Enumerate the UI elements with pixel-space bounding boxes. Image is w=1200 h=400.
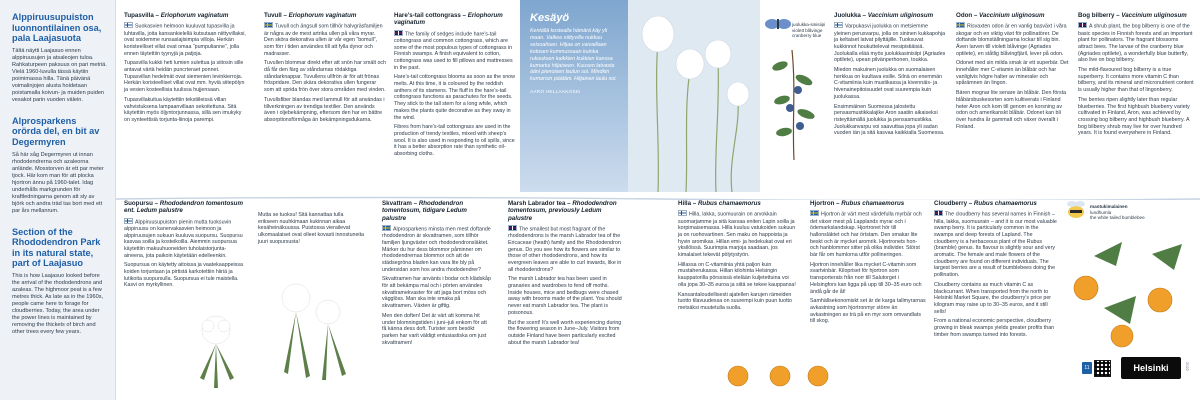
paragraph: Tuvullen blommar direkt efter att snön har smält och då får den färg av ståndarnas rödaktiga ståndarknappar. Tuvullens ullfrön är för att frönas fröspridare. Den skära dekorativa ullen fungerar som att sprida frön över stora områden med vinden. — [264, 60, 386, 94]
butterfly-caption: juolukka-sinisiipi violett blåvinge cranberry blue — [792, 22, 826, 39]
swedish-flag-icon — [810, 210, 819, 216]
paragraph: From a national economic perspective, cloudberry growing in bleak swamps yields greater profits than timber from swamps turned into forests. — [934, 318, 1055, 338]
cottongrass-se — [258, 12, 392, 127]
paragraph: But the scent! It’s well worth experiencing during the flowering season in June–July. Visitors from outside Finland have been particularly excited about the marsh Labrador tea! — [508, 319, 622, 346]
british-flag-icon — [394, 30, 403, 36]
paragraph: Varpukasvi juolukka on metsiemme yleinen perusvarpu, jolla on sininen kukkapohja ja keltaiset latvat pilyttäjille. Tuoksuvat kukkinnot houkuttelevat mesipistiäisiä. Juolukalla elää myös juolukkasinisiipi (Agriades optilete), upean pilvänperhonen, toukka. — [834, 23, 946, 64]
finnish-flag-icon — [678, 210, 687, 216]
poem-author: AARO HELLAAKOSKI — [530, 89, 581, 95]
butterfly-icon — [765, 19, 791, 29]
paragraph: Kansantaloudellisesti ajatellen karujen rämeiden tuotto tilavuudessa on suurempi kuin puun tuotto metsäksi muutetulla suolla. — [678, 291, 792, 311]
paragraph: Hillassa on C-vitamiinia yhtä paljon kuin mustaherukassa. Hillan kilohinta Helsingin kauppatorilla pörssissä etelään kuljetettuina voi olla jopa 30–35 euroa ja siitä se tekee kauppansa! — [678, 261, 796, 288]
paragraph: Suokasvien helmoon kuuluvat tupasvilla ja luhtavilla, joita kansankielellä kutsutaan niittyvillaksi, ovat soidemme runsaslajisimpia villoja. Herkän koristeelliset villat ovat omaa “pumpulianne”, jolla ennen täytettiin tyynyjä ja patjoja. — [124, 23, 246, 57]
paragraph: The smallest but most fragrant of the rhododendrons is the marsh Labrador tea of the Ericaceae (heath) family and the Rhododendron genus. Do you see how its flowers are similar to those of other rhododendrons, and how its evergreen leaves are able to curl inwards, like in all rhododendrons? — [508, 226, 622, 273]
intro-title-fi: Alppiruusupuiston luonnontilainen osa, pala Laajasuota — [12, 12, 102, 44]
labrador-tea-illustration — [178, 308, 256, 400]
section-heading: Hjortron – Rubus chamaemorus — [810, 200, 905, 207]
section-heading: Tuvull – Eriophorum vaginatum — [264, 12, 357, 19]
finnish-flag-icon — [834, 22, 843, 28]
section-heading: Odon – Vaccinium uliginosum — [956, 12, 1045, 19]
paragraph: Fibres from hare’s-tail cottongrass are used in the production of trendy textiles, mixed with sheep’s wool. It is also used in responding to oil spills, since it has a better absorption rate than synthetic oil-absorbing cloths. — [394, 124, 515, 158]
section-heading: Marsh Labrador tea – Rhododendron tomentosum, previously Ledum palustre — [508, 200, 617, 222]
cloudberry-en — [928, 200, 1064, 341]
section-heading: Hare’s-tail cottongrass – Eriophorum vaginatum — [394, 12, 503, 27]
cottongrass-en — [388, 12, 522, 161]
swedish-flag-icon — [264, 22, 273, 28]
paragraph: Tuvull och ängsull som tillhör halvgräsfamiljen är några av de mest artrika ullen på våra myrar. Den sköra dekorativa ullen är vår egen “bomull”, som förr i tiden användes till att fylla dynor och madrasser. — [264, 23, 383, 57]
paragraph: The family of sedges include hare’s-tail cottongrass and common cottongrass, which are some of the most populous types of cottongrass in Finnish swamps. A finish equivalent to cotton, cottongrass was used to fill pillows and mattresses in the past. — [394, 31, 513, 71]
intro-title-se: Alprosparkens orörda del, en bit av Degermyren — [12, 115, 100, 147]
paragraph: Miedon makuinen juolukka on suomalaisen herkkua on kuultava esille. Silnä on enemmän C-vitamiinia kuin mustikassa ja kivennäis- ja hivenainepitoisuudet ovat suurempia kuin juolukassa. — [834, 67, 943, 100]
paragraph: Men den doften! Det är värt att komma hit under blomningstiden i juni–juli enkom för att få känna dess doft. Turister som besökt parken har varit väldigt entusiastiska om just skvattramen! — [382, 312, 487, 346]
intro-title-en: Section of the Rhododendron Park in its natural state, part of Laajasuo — [12, 226, 101, 269]
paragraph: Suopursua on käytetty aitoissa ja vaatekaappeissa koiden torjuntaan ja pirtistä karkotettiin hiiriä ja lutikoita suopursulla. Suopursua ei tule maistella. Kasvi on myrkyllinen. — [124, 262, 243, 289]
labrador-fi-extra — [252, 212, 370, 249]
paragraph: Hjortron är värt mest värdefulla myrbär och det växer mest på Lapplands myrar och i ödemarkslandskap. Hjortronet hör till hallonsläktet och har örtstam. Den smakar lite beskt och är mycket aromrik. Hjortronets hon- och hanblommor sitter på olika individer. Störst bär får om humlorna utför pollineringen. — [810, 211, 922, 259]
section-heading: Bog bilberry – Vaccinium uliginosum — [1078, 12, 1187, 19]
paragraph: Cloudberry contains as much vitamin C as blackcurrant. When transported from the north to Helsinki Market Square, the cloudberry’s price per kilogram may raise up to 30–35 euros, and it still sells! — [934, 281, 1052, 315]
british-flag-icon — [1078, 22, 1087, 28]
helsinki-logo: Helsinki — [1121, 357, 1181, 379]
bilberry-fi — [828, 12, 952, 140]
paragraph: Tuvullsfiber blandas med lammull för att användas i tillverkningen av trendiga textilier. Den används även i oljebekämpning, eftersom den har en bättre absorptionsförmåga än bekämpningsdukarna. — [264, 96, 385, 123]
paragraph: Hare’s-tail cottongrass blooms as soon as the snow melts. At this time, it is coloured by the reddish anthers of its stamens. The fluff in the hare’s-tail cottongrass functions as parachutes for the seeds. They stick to the tall stem for a long while, which makes the plants quite decorative as they sway in the wind. — [394, 74, 515, 121]
year-label: 2022 — [1185, 362, 1190, 371]
paragraph: Alprosparkens minsta men mest doftande rhododendron är skvattramen, som tillhör familjen ljungväxter och rhododendronsläktet. Märker du hur dess blommor påminner om rhododendrernas blommor och att de städsegröna bladen kan vara lite bly på undersidan som hos andra rhododendrer? — [382, 226, 491, 273]
poem-panel — [520, 0, 630, 192]
paragraph: Ensimmäinen Suomessa jalostettu pensasmustikkalajike Aron saatiin aikaiseksi risteyttämällä juolukka ja pensasmustikka. Juolukkanvarpu voi saavuttaa jopa yli sadan vuoden iän ja sitä kasvaa kaikkialla Suomessa. — [834, 103, 945, 137]
swedish-flag-icon — [382, 225, 391, 231]
section-heading: Tupasvilla – Eriophorum vaginatum — [124, 12, 229, 19]
paragraph: The mild-flavoured bog bilberry is a true superberry. It contains more vitamin C than bilberry, and its mineral and micronutrient content is usually higher than that of lingonberry. — [1078, 67, 1194, 94]
cloudberry-fi — [672, 200, 804, 315]
poem-title: Kesäyö — [530, 12, 570, 24]
section-heading: Juolukka – Vaccinium uliginosum — [834, 12, 934, 19]
section-heading: Hilla – Rubus chamaemorus — [678, 200, 761, 207]
cottongrass-fi — [118, 12, 252, 127]
paragraph: The cloudberry has several names in Finnish – hilla, lakka, suomuurain – and it is our most valuable swamp berry. It is particularly common in the swamps and deep forests of Lapland. The cloudberry is a herbaceous plant of the Rubus (bramble) genus. Its flavour is slightly sour and very aromatic. The female and male flowers of the cloudberry are found on different individuals. The largest berries are a result of bumblebees doing the pollination. — [934, 211, 1057, 279]
bilberry-en — [1072, 12, 1200, 140]
intro-text-en: This is how Laajasuo looked before the arrival of the rhododendrons and azaleas. The highmoor peat is a few metres thick. As late as in the 1960s, people came here to forage for cloudberries. Today, the area under the power lines is maintained by removing the thickets of birch and other trees every few years. — [12, 272, 104, 335]
british-flag-icon — [508, 225, 517, 231]
paragraph: Hjortron innehåller lika mycket C-vitamin som svartvinbär. Kilopriset för hjortron som transporterats från norr till Salutorget i Helsingfors kan ligga på upp till 30–35 euro och ändå går de åt! — [810, 261, 922, 295]
paragraph: Alppiruusupuiston pienin mutta tuoksuvin alppiruusu on kanervakasvien heimoon ja alppiruusujen sukuun kuuluva suopursu. Suopursu kasvaa soilla ja kosteikoilla. Aiemmin suopursua käytettiin makuuhuoneiden tuholaistorjunta-aineena, jota paikoin käytetään edelleenkin. — [124, 219, 243, 259]
section-heading: Cloudberry – Rubus chamaemorus — [934, 200, 1037, 207]
cloudberry-berries — [724, 362, 834, 390]
paragraph: The berries ripen slightly later than regular blueberries. The first highbush blueberry variety cultivated in Finland, Aron, was achieved by crossing bog bilberry and highbush blueberry. A bog bilberry shrub may live for over hundred years. It is found everywhere in Finland. — [1078, 96, 1190, 137]
swedish-flag-icon — [956, 22, 965, 28]
intro-column — [0, 0, 116, 400]
paragraph: The marsh Labrador tea has been used in granaries and wardrobes to fend off moths. Inside houses, mice and bedbugs were chased away with brooms made of the plant. You should never eat marsh Labrador tea. The plant is poisonous. — [508, 276, 622, 316]
finnish-flag-icon — [124, 22, 133, 28]
bumblebee-icon — [1067, 201, 1085, 218]
bee-caption: mantukimalainen lundhumla the white tailed bumblebee — [1090, 204, 1145, 221]
labrador-tea-illustration — [256, 262, 376, 400]
labrador-en — [502, 200, 630, 349]
paragraph: Skvattramen har använts i bodar och klädskåp för att bekämpa mal och i pörten användes skvattramekvaster för att jaga bort möss och vägglöss. Man ska inte smaka på skvattramen. Växten är giftig. — [382, 276, 491, 310]
section-heading: Suopursu – Rhododendron tomentosum ent. Ledum palustre — [124, 200, 243, 215]
bilberry-se — [950, 12, 1078, 133]
poem-text: Kentällä kostealla hämärä käy yli maan. Valkee niittyvilla nukkuu seisoaltaan. Hiljaa on vaivaillaan kotosen kummussaan kuinka rukouksen kaikkien kukkien kanssa kumartui hiljaiseen. Kuusen latvasta ääni pienoisen laulun soi. Mindkin kumarrun päätäni. Hiljainen laulu soi. — [530, 28, 617, 83]
cottongrass-illustration — [628, 0, 760, 192]
labrador-fi — [118, 200, 250, 292]
paragraph: Tupasvillakuitua käytettiin tekstiileissä villan vahvistuksena lampaanvillaan sekoitettuna. Sitä käytettiin myös öljyntorjunnassa, sillä sen imukyky on synteettisiä torjunta-liinoja parempi. — [124, 96, 242, 123]
paragraph: Hilla, lakka, suomuurain on arvokkain suomarjamme ja sitä kasvaa eniten Lapin soilla ja korpimaisemassa. Hilla kuuluu vatukoiden sukuun ja on ruohovartinen. Sen maku on happoista ja hyvin aromikas. Hillan emi- ja hedekukat ovat eri yksilöissä. Suurimpia marjoja saadaan, jos kimalaiset tekevät pölytystyön. — [678, 211, 796, 259]
finnish-flag-icon — [124, 218, 133, 224]
intro-text-fi: Tältä näytti Laajasuo ennen alppiruusujen ja atsaleojen tuloa. Rahkaturpeen paksuus on pari metriä. Vielä 1960-luvulla tässä käytiin poimimassa hilla. Tänä päivänä voimalinjojen alusta hoidetaan poistamalla koivun- ja muiden puiden vesakot parin vuoden välein. — [12, 47, 107, 103]
labrador-se — [376, 200, 498, 349]
cloudberry-se — [804, 200, 932, 328]
qr-code-icon[interactable] — [1094, 360, 1111, 377]
paragraph: Samhällsekonomiskt set är de karga tallmyrarnas avkastning som hjortronmyr större än avkastningen av trä på en myr som omvandlats till skog. — [810, 298, 926, 325]
paragraph: Mutta se tuoksu! Sitä kannattaa tulla erikseen nuuhkimaan kukinnan aikaa kesäheinäkuussa. Puistossa vierailevat ulkomaalaiset ovat olleet kovasti innostuneita juuri suopursusta! — [258, 212, 364, 245]
paragraph: Risvaxten odon är en vanlig basväxt i våra skogar och en viktig växt för pollinatörer. De doftande blomställningarna lockar till sig bin. Även larven till violett blåvinge (Agriades optilete), en ståtlig blåvingfjäril, lever på odon. — [956, 23, 1067, 57]
intro-text-se: Så här såg Degermyren ut innan rhododendrerna och azaleorna anlände. Mosstorven är ett par meter tjock. Här kom man för att plocka hjortron ännu på 1960-talet. Idag underhålls markgrunden för kraftledningarna genom att sly av björk och andra träd tas bort med ett par års mellanrum. — [12, 151, 104, 214]
paragraph: Bären mognar lite senare än blåbär. Den första blåbärsbuskesorten som kultiverats i Finland heter Aron och kom till genom en korsning av odon och amerikanskt blåbär. Odonet kan bli över hundra år gammalt och växer överallt i Finland. — [956, 90, 1067, 130]
section-heading: Skvattram – Rhododendron tomentosum, tidigare Ledum palustre — [382, 200, 467, 222]
info-badge: 11 — [1082, 362, 1092, 374]
paragraph: Tupasvilla kukkii heti lumien sulettua ja siitosin sille antavat värtä heidän puncrteraet ponnet. Tupasvillan hedelmät ovat siemenien levinkierroja. Herkän koristeelliset villat ovat mm. hyviä siitepölyn ja vesien kosteellisia tuulissa hujjensaan. — [124, 60, 245, 94]
british-flag-icon — [934, 210, 943, 216]
paragraph: A shrub plant, the bog bilberry is one of the basic species in Finnish forests and an important plant for pollinators. The fragrant blossoms attract bees. The larvae of the cranberry blue (Agriades optilete), a wonderfully blue butterfly, also live on bog bilberry. — [1078, 23, 1193, 64]
paragraph: Odonet med sin milda smak är ett superbär. Det innehåller mer C-vitamin än blåbär och har vanligtvis högre halter av mineraler och spårämnen än lingon. — [956, 60, 1069, 87]
